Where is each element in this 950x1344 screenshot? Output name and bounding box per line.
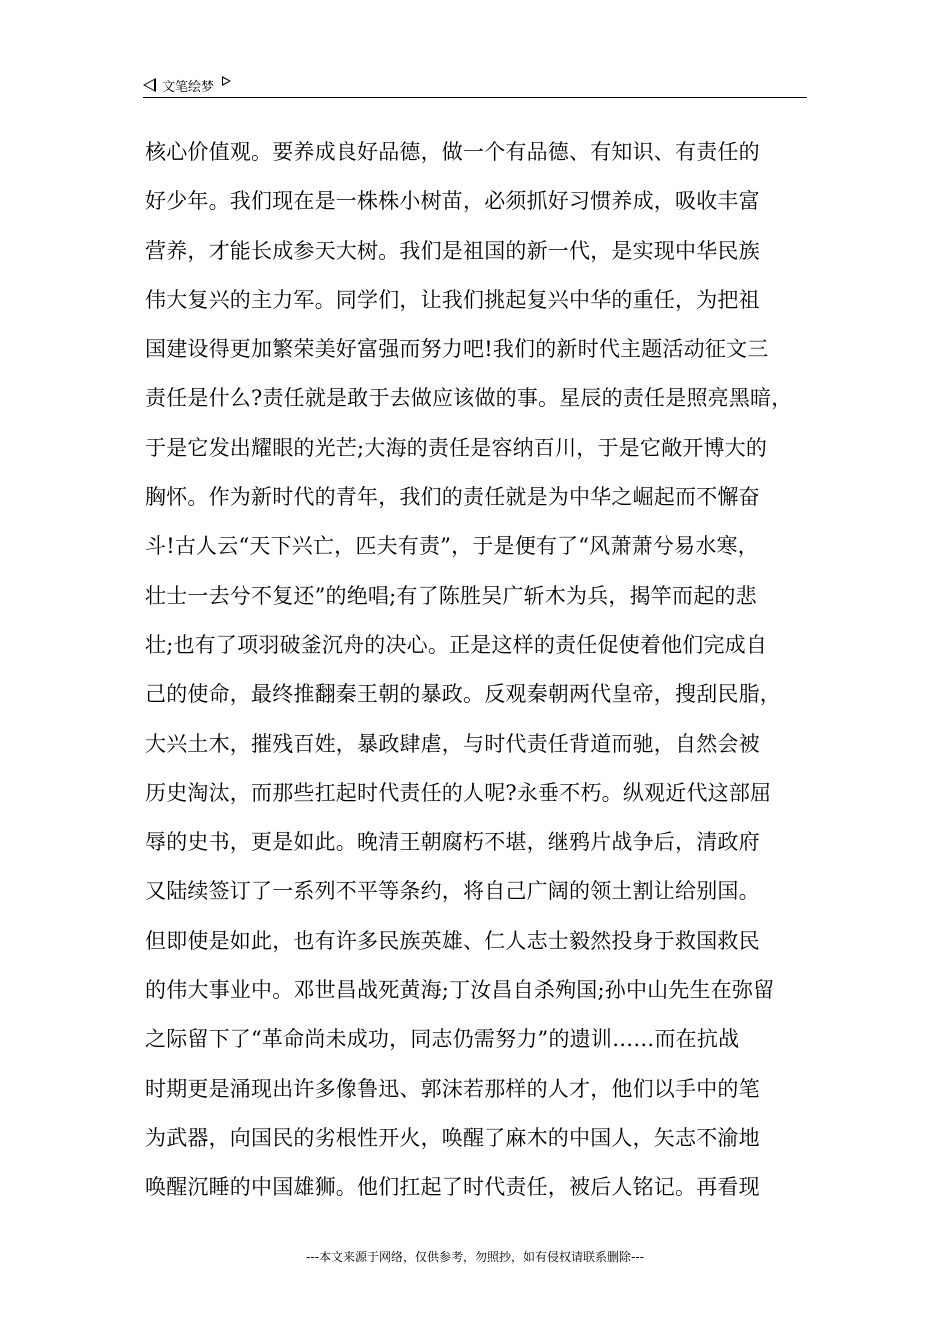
text-line: 为武器，向国民的劣根性开火，唤醒了麻木的中国人，矢志不渝地 (145, 1125, 760, 1150)
text-line: 壮;也有了项羽破釜沉舟的决心。正是这样的责任促使着他们完成自 (145, 632, 768, 657)
text-line: 但即使是如此，也有许多民族英雄、仁人志士毅然投身于救国救民 (145, 928, 760, 953)
page-header (143, 74, 807, 96)
text-line: 责任是什么?责任就是敢于去做应该做的事。星辰的责任是照亮黑暗， (145, 386, 793, 411)
triangle-right-icon (222, 76, 231, 86)
text-line: 核心价值观。要养成良好品德，做一个有品德、有知识、有责任的 (145, 140, 760, 164)
header-divider (143, 97, 807, 98)
text-line: 辱的史书，更是如此。晚清王朝腐朽不堪，继鸦片战争后，清政府 (145, 830, 760, 855)
text-line: 伟大复兴的主力军。同学们，让我们挑起复兴中华的重任，为把祖 (145, 287, 760, 312)
triangle-left-icon (143, 78, 156, 92)
text-line: 唤醒沉睡的中国雄狮。他们扛起了时代责任，被后人铭记。再看现 (145, 1175, 760, 1200)
text-line: 壮士一去兮不复还”的绝唱;有了陈胜吴广斩木为兵，揭竿而起的悲 (145, 583, 757, 608)
text-line: 好少年。我们现在是一株株小树苗，必须抓好习惯养成，吸收丰富 (145, 189, 760, 214)
text-line: 之际留下了“革命尚未成功，同志仍需努力”的遗训……而在抗战 (145, 1027, 740, 1052)
footer-disclaimer: ---本文来源于网络，仅供参考，勿照抄，如有侵权请联系删除--- (306, 1250, 644, 1264)
text-line: 胸怀。作为新时代的青年，我们的责任就是为中华之崛起而不懈奋 (145, 485, 760, 510)
text-line: 己的使命，最终推翻秦王朝的暴政。反观秦朝两代皇帝，搜刮民脂， (145, 682, 781, 707)
text-line: 又陆续签订了一系列不平等条约，将自己广阔的领土割让给别国。 (145, 879, 760, 904)
document-body (145, 130, 825, 1215)
text-line: 的伟大事业中。邓世昌战死黄海;丁汝昌自杀殉国;孙中山先生在弥留 (145, 978, 775, 1003)
text-line: 历史淘汰，而那些扛起时代责任的人呢?永垂不朽。纵观近代这部屈 (145, 780, 772, 805)
text-line: 于是它发出耀眼的光芒;大海的责任是容纳百川，于是它敞开博大的 (145, 435, 768, 460)
text-line: 国建设得更加繁荣美好富强而努力吧!我们的新时代主题活动征文三 (145, 337, 769, 362)
text-line: 营养，才能长成参天大树。我们是祖国的新一代，是实现中华民族 (145, 238, 760, 263)
text-line: 时期更是涌现出许多像鲁迅、郭沫若那样的人才，他们以手中的笔 (145, 1076, 760, 1101)
header-title: 文笔绘梦 (162, 79, 215, 95)
text-line: 大兴土木，摧残百姓，暴政肆虐，与时代责任背道而驰，自然会被 (145, 731, 760, 756)
text-line: 斗!古人云“天下兴亡，匹夫有责”，于是便有了“风萧萧兮易水寒， (145, 534, 759, 559)
